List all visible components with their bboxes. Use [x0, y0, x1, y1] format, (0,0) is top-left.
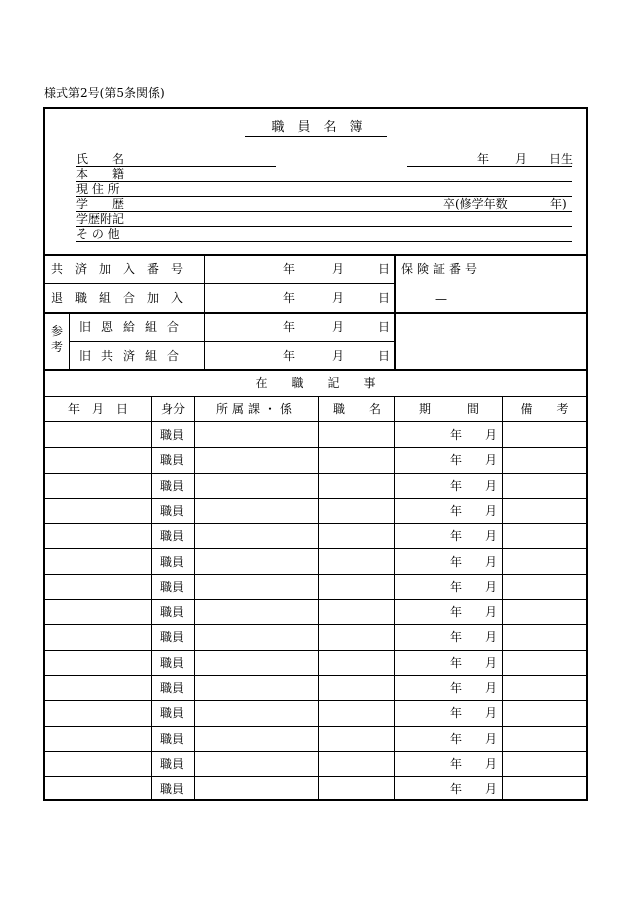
date-cell[interactable]	[45, 681, 151, 695]
period-year: 年	[450, 579, 463, 594]
ref1-day: 日	[378, 320, 391, 334]
table-row	[45, 574, 586, 599]
row2-month: 月	[332, 291, 345, 305]
status-cell: 職員	[160, 503, 185, 518]
remarks-cell[interactable]	[503, 732, 585, 746]
history-divider	[45, 369, 586, 371]
education-note-line[interactable]	[76, 226, 572, 227]
table-row	[45, 473, 586, 498]
status-cell: 職員	[160, 579, 185, 594]
form-number: 様式第2号(第5条関係)	[44, 86, 165, 100]
ref2-day: 日	[378, 349, 391, 363]
table-row	[45, 447, 586, 472]
status-cell: 職員	[160, 478, 185, 493]
domicile-line[interactable]	[76, 181, 572, 182]
dept-cell[interactable]	[195, 555, 317, 569]
period-month: 月	[485, 756, 498, 771]
position-cell[interactable]	[319, 782, 393, 796]
retirement-union-label	[51, 291, 199, 305]
position-cell[interactable]	[319, 605, 393, 619]
dept-cell[interactable]	[195, 732, 317, 746]
dept-cell[interactable]	[195, 656, 317, 670]
position-cell[interactable]	[319, 555, 393, 569]
header-period: 期 間	[418, 402, 479, 416]
remarks-cell[interactable]	[503, 706, 585, 720]
remarks-cell[interactable]	[503, 504, 585, 518]
period-year: 年	[450, 731, 463, 746]
remarks-cell[interactable]	[503, 757, 585, 771]
graduation-years-unit: 年)	[550, 197, 567, 211]
row1-year: 年	[283, 262, 296, 276]
table-row	[45, 599, 586, 624]
position-cell[interactable]	[319, 757, 393, 771]
position-cell[interactable]	[319, 732, 393, 746]
label-text: 保険証番号	[401, 262, 482, 276]
status-cell: 職員	[160, 529, 185, 544]
register-title: 職 員 名 簿	[271, 120, 363, 135]
label-text: 旧共済組合	[79, 349, 190, 363]
remarks-cell[interactable]	[503, 428, 585, 442]
register-form	[43, 107, 588, 801]
date-cell[interactable]	[45, 504, 151, 518]
history-title: 在 職 記 事	[255, 376, 376, 390]
row2-year: 年	[283, 291, 296, 305]
other-line[interactable]	[76, 241, 572, 242]
period-month: 月	[485, 655, 498, 670]
header-date: 年 月 日	[67, 402, 128, 416]
period-year: 年	[450, 706, 463, 721]
status-cell: 職員	[160, 756, 185, 771]
date-cell[interactable]	[45, 732, 151, 746]
remarks-cell[interactable]	[503, 453, 585, 467]
table-row	[45, 422, 586, 447]
col-line	[204, 255, 205, 370]
table-row	[45, 650, 586, 675]
table-row	[45, 726, 586, 751]
insurance-number-label	[401, 262, 481, 276]
status-cell: 職員	[160, 453, 185, 468]
row1-day: 日	[378, 262, 391, 276]
remarks-cell[interactable]	[503, 580, 585, 594]
period-year: 年	[450, 655, 463, 670]
period-month: 月	[485, 681, 498, 695]
table-row	[45, 751, 586, 776]
remarks-cell[interactable]	[503, 630, 585, 644]
dept-cell[interactable]	[195, 757, 317, 771]
remarks-cell[interactable]	[503, 529, 585, 543]
dept-cell[interactable]	[195, 453, 317, 467]
status-cell: 職員	[160, 706, 185, 721]
date-cell[interactable]	[45, 479, 151, 493]
name-label: 氏 名	[76, 152, 125, 166]
date-cell[interactable]	[45, 706, 151, 720]
remarks-cell[interactable]	[503, 479, 585, 493]
label-text: 退職組合加入	[51, 291, 196, 305]
period-month: 月	[485, 428, 498, 442]
dept-cell[interactable]	[195, 504, 317, 518]
birth-month: 月	[515, 152, 528, 166]
position-cell[interactable]	[319, 630, 393, 644]
period-month: 月	[485, 554, 498, 569]
row-line	[69, 341, 394, 342]
period-month: 月	[485, 706, 498, 721]
period-year: 年	[450, 630, 463, 645]
ref2-month: 月	[332, 349, 345, 363]
date-cell[interactable]	[45, 656, 151, 670]
dept-cell[interactable]	[195, 479, 317, 493]
reference-label: 参考	[51, 324, 64, 354]
row1-month: 月	[332, 262, 345, 276]
address-label: 現 住 所	[76, 182, 120, 196]
education-note-label: 学歴附記	[76, 212, 125, 226]
dept-cell[interactable]	[195, 630, 317, 644]
label-text: 共済加入番号	[51, 262, 196, 276]
status-cell: 職員	[160, 605, 185, 620]
table-row	[45, 675, 586, 700]
table-row	[45, 700, 586, 725]
col-line	[69, 313, 70, 370]
date-cell[interactable]	[45, 605, 151, 619]
history-table	[45, 397, 586, 801]
position-cell[interactable]	[319, 706, 393, 720]
row2-day: 日	[378, 291, 391, 305]
period-year: 年	[450, 529, 463, 544]
dept-cell[interactable]	[195, 428, 317, 442]
status-cell: 職員	[160, 554, 185, 569]
table-row	[45, 776, 586, 801]
position-cell[interactable]	[319, 504, 393, 518]
period-year: 年	[450, 782, 463, 797]
period-year: 年	[450, 453, 463, 468]
other-label: そ の 他	[76, 227, 120, 241]
dept-cell[interactable]	[195, 681, 317, 695]
ref2-year: 年	[283, 349, 296, 363]
period-month: 月	[485, 453, 498, 468]
dept-cell[interactable]	[195, 782, 317, 796]
date-cell[interactable]	[45, 580, 151, 594]
birth-year: 年	[477, 152, 490, 166]
period-month: 月	[485, 731, 498, 746]
table-row	[45, 549, 586, 574]
education-label: 学 歴	[76, 197, 125, 211]
status-cell: 職員	[160, 782, 185, 797]
status-cell: 職員	[160, 731, 185, 746]
dept-cell[interactable]	[195, 706, 317, 720]
period-year: 年	[450, 554, 463, 569]
period-month: 月	[485, 478, 498, 493]
period-month: 月	[485, 782, 498, 797]
date-cell[interactable]	[45, 757, 151, 771]
date-cell[interactable]	[45, 782, 151, 796]
dept-cell[interactable]	[195, 605, 317, 619]
table-row	[45, 624, 586, 649]
position-cell[interactable]	[319, 479, 393, 493]
old-pension-union-label	[79, 320, 189, 334]
period-month: 月	[485, 503, 498, 518]
remarks-cell[interactable]	[503, 782, 585, 796]
domicile-label: 本 籍	[76, 167, 125, 181]
remarks-cell[interactable]	[503, 605, 585, 619]
ref1-month: 月	[332, 320, 345, 334]
old-mutual-aid-union-label	[79, 349, 189, 363]
date-cell[interactable]	[45, 630, 151, 644]
title-underline	[245, 136, 387, 137]
status-cell: 職員	[160, 630, 185, 645]
date-cell[interactable]	[45, 555, 151, 569]
period-month: 月	[485, 630, 498, 645]
header-dept	[194, 402, 318, 416]
ref1-year: 年	[283, 320, 296, 334]
status-cell: 職員	[160, 681, 185, 695]
dept-cell[interactable]	[195, 529, 317, 543]
header-remarks: 備 考	[520, 402, 569, 416]
period-month: 月	[485, 529, 498, 544]
position-cell[interactable]	[319, 453, 393, 467]
header-position: 職 名	[332, 402, 381, 416]
dept-cell[interactable]	[195, 580, 317, 594]
period-year: 年	[450, 605, 463, 620]
position-cell[interactable]	[319, 580, 393, 594]
date-cell[interactable]	[45, 453, 151, 467]
position-cell[interactable]	[319, 428, 393, 442]
remarks-cell[interactable]	[503, 681, 585, 695]
graduation-label: 卒(修学年数	[443, 197, 508, 211]
status-cell: 職員	[160, 655, 185, 670]
table-row	[45, 498, 586, 523]
header-dept-text: 所属課・係	[215, 402, 296, 416]
insurance-number-value[interactable]: —	[435, 292, 447, 306]
period-year: 年	[450, 681, 463, 695]
birth-line[interactable]	[407, 166, 572, 167]
table-row	[45, 523, 586, 548]
label-text: 旧恩給組合	[79, 320, 190, 334]
period-year: 年	[450, 428, 463, 442]
date-cell[interactable]	[45, 529, 151, 543]
birth-day: 日生	[549, 152, 574, 166]
mutual-aid-number-label	[51, 262, 199, 276]
position-cell[interactable]	[319, 529, 393, 543]
col-line	[394, 255, 396, 370]
status-cell: 職員	[160, 428, 185, 442]
remarks-cell[interactable]	[503, 656, 585, 670]
block-divider	[45, 254, 586, 256]
period-year: 年	[450, 478, 463, 493]
date-cell[interactable]	[45, 428, 151, 442]
header-status: 身分	[160, 402, 185, 416]
education-line[interactable]	[76, 211, 572, 212]
period-year: 年	[450, 756, 463, 771]
row-line	[45, 312, 586, 314]
period-month: 月	[485, 579, 498, 594]
period-year: 年	[450, 503, 463, 518]
position-cell[interactable]	[319, 681, 393, 695]
position-cell[interactable]	[319, 656, 393, 670]
remarks-cell[interactable]	[503, 555, 585, 569]
row-line	[45, 283, 394, 284]
period-month: 月	[485, 605, 498, 620]
